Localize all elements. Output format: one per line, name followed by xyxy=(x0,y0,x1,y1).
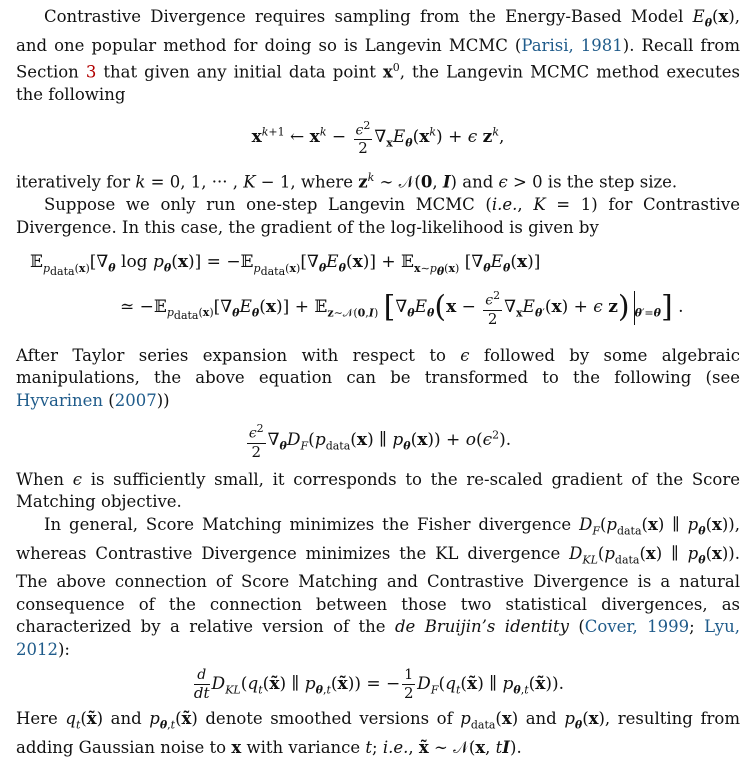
section-reference[interactable]: 3 xyxy=(85,62,97,82)
paper-page xyxy=(16,6,740,760)
paragraph-taylor: After Taylor series expansion with respect to ϵ followed by some algebraic manipulations, the above equation can be transformed to the following (see Hyvarinen (2007)) xyxy=(16,345,740,410)
equation-de-bruijin: $\frac{d}{dt}$ $D_{KL}(q_t(x̃)$ ∥ $p_{\theta,t}(x̃)$) = − $\frac{1}{2}$ $D_F(q_t(x̃)$ ∥ $p_{\theta,t}(x̃)$). xyxy=(193,667,565,703)
paragraph-small-epsilon: When ϵ is sufficiently small, it corresponds to the re-scaled gradient of the Score Matching objective. xyxy=(16,469,740,512)
citation-hyvarinen-name[interactable]: Hyvarinen xyxy=(16,390,104,410)
citation-cover[interactable]: Cover, 1999 xyxy=(584,617,690,637)
paragraph-iteration: iteratively for k = 0, 1, ··· , K − 1, where $z^k$ ∼ 𝒩(0, I) and ϵ > 0 is the step size. xyxy=(16,171,678,192)
paragraph-one-step: Suppose we only run one-step Langevin MCMC (i.e., K = 1) for Contrastive Divergence. In this case, the gradient of the log-likelihood is given by xyxy=(16,195,740,237)
citation-lyu[interactable]: Lyu, 2012 xyxy=(16,617,740,659)
paragraph-divergences: In general, Score Matching minimizes the Fisher divergence $D_F(p_{data}(x)$ ∥ $p_\theta(x)$), whereas Contrastive Divergence minimizes the KL divergence $D_{KL}(p_{data}(x)$ ∥ $p_\theta(x)$). The above connection of Score Matching and Contrastive Divergence is a natural consequence of the connection between those two statistical divergences, as characterized by a relative version of the de Bruijin’s identity (Cover, 1999; Lyu, 2012): xyxy=(16,514,740,659)
equation-fisher-gradient: $\frac{\epsilon^2}{2}$ $\nabla_\theta D_F(p_{data}(x)$ ∥ $p_\theta(x)) + o(\epsilon^2)$. xyxy=(248,422,512,461)
paragraph-smoothed: Here $q_t(x̃)$ and $p_{\theta,t}(x̃)$ denote smoothed versions of $p_{data}(x)$ and $p_\theta(x)$, resulting from adding Gaussian noise to x with variance t; i.e., x̃ ∼ 𝒩(x, tI). xyxy=(16,709,741,758)
paragraph-langevin-intro: Contrastive Divergence requires sampling from the Energy-Based Model $E_\theta(x)$, and one popular method for doing so is Langevin MCMC (Parisi, 1981). Recall from Section 3 that given any initial data point $x^0$, the Langevin MCMC method executes the following xyxy=(16,7,740,105)
equation-langevin-update: $x^{k+1}$ ← $x^k$ − $\frac{\epsilon^2}{2}$ $\nabla_xE_\theta(x^k) + \epsilon$ $z^k$, xyxy=(251,118,505,158)
citation-hyvarinen-year[interactable]: 2007 xyxy=(114,390,157,410)
equation-gradient-log-likelihood: $𝔼_{p_{data}(x)}[\nabla_\theta$ $\log p_\theta(x)$] = $-𝔼_{p_{data}(x)}[\nabla_\theta E_\theta(x)]$ + 𝔼$_{x\sim p_\theta(x)}$ $[\nabla_\theta E_\theta(x)]$ ≃ $-𝔼_{p_{data}(x)}[\nabla_\theta E_\theta(x)]$ + 𝔼$_{z\sim 𝒩(0,I)}$ [$\nabla_\theta E_\theta(x$ − $\frac{\epsilon^2}{2}$ $\nabla_xE_{\theta'}(x) + \epsilon$ z) $_{\theta'=\theta}$] . xyxy=(30,252,684,328)
citation-parisi[interactable]: Parisi, 1981 xyxy=(521,35,623,55)
